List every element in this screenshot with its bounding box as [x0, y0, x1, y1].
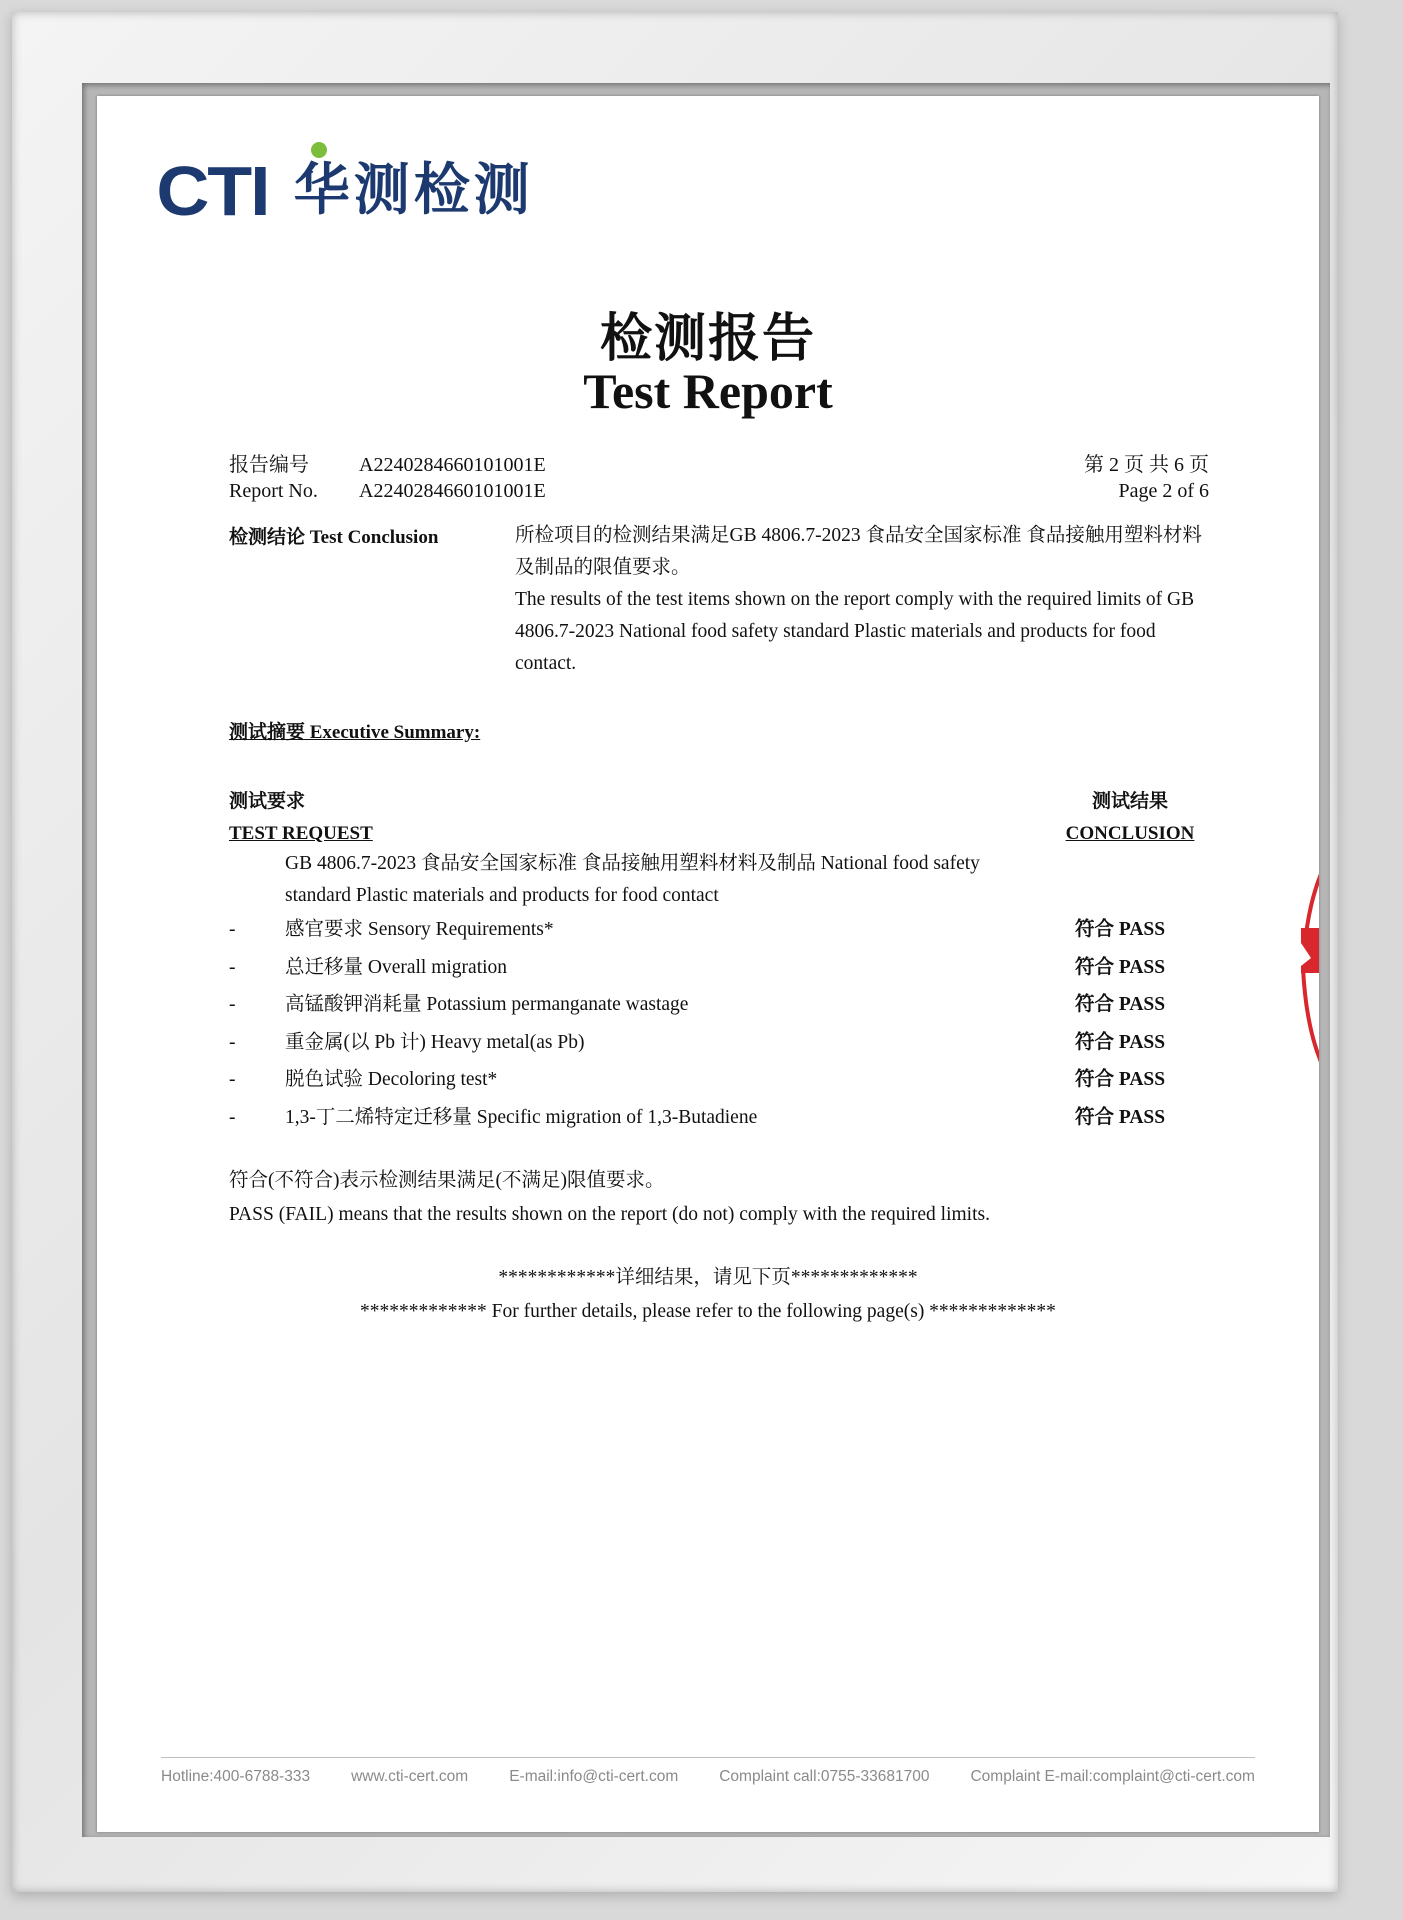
test-items-list — [229, 915, 1209, 1140]
list-item — [229, 1028, 1209, 1066]
page-number-en: Page 2 of 6 — [1118, 480, 1209, 502]
list-item — [229, 1103, 1209, 1141]
item-bullet: - — [229, 994, 236, 1015]
item-bullet: - — [229, 1106, 236, 1128]
footer-hotline: Hotline:400-6788-333 — [161, 1768, 311, 1785]
pass-fail-note — [229, 1164, 990, 1232]
list-item — [229, 915, 1209, 953]
item-result: 符合 PASS — [1075, 956, 1166, 978]
item-name: 总迁移量 Overall migration — [285, 956, 508, 978]
red-seal-stamp-fragment — [1297, 848, 1319, 1088]
further-details-cn: ************详细结果，请见下页************* — [498, 1267, 918, 1288]
page-number-block — [1084, 452, 1209, 504]
conclusion-text — [515, 520, 1205, 680]
list-item — [229, 990, 1209, 1028]
conclusion-label: 检测结论 Test Conclusion — [229, 527, 439, 548]
footer-complaint-email: Complaint E-mail:complaint@cti-cert.com — [970, 1768, 1255, 1785]
logo-chinese-name: 华测检测 — [293, 158, 534, 223]
pass-fail-note-en: PASS (FAIL) means that the results shown on the report (do not) comply with the required limits. — [229, 1204, 990, 1225]
test-request-header-en: TEST REQUEST — [229, 823, 373, 844]
item-result: 符合 PASS — [1075, 919, 1166, 940]
test-request-header — [229, 786, 373, 850]
list-item — [229, 1065, 1209, 1103]
report-number-block — [229, 452, 546, 504]
item-name: 感官要求 Sensory Requirements* — [285, 919, 554, 940]
conclusion-text-cn: 所检项目的检测结果满足GB 4806.7-2023 食品安全国家标准 食品接触用塑料材料及制品的限值要求。 — [515, 525, 1202, 578]
item-name: 重金属(以 Pb 计) Heavy metal(as Pb) — [285, 1031, 585, 1053]
test-request-header-cn: 测试要求 — [229, 791, 306, 812]
pass-fail-note-cn: 符合(不符合)表示检测结果满足(不满足)限值要求。 — [229, 1170, 665, 1191]
footer-complaint-call: Complaint call:0755-33681700 — [719, 1768, 930, 1785]
conclusion-header-cn: 测试结果 — [1091, 791, 1168, 812]
footer-email: E-mail:info@cti-cert.com — [509, 1768, 679, 1785]
item-name: 1,3-丁二烯特定迁移量 Specific migration of 1,3-Butadiene — [285, 1106, 758, 1128]
conclusion-header — [1057, 786, 1203, 850]
conclusion-text-en: The results of the test items shown on the report comply with the required limits of GB 4806.7-2023 National food safety standard Plastic materials and products for food contact. — [515, 589, 1195, 674]
further-details-notice — [97, 1261, 1319, 1329]
standard-description: GB 4806.7-2023 食品安全国家标准 食品接触用塑料材料及制品 National food safety standard Plastic materials and products for food contact — [285, 853, 980, 906]
item-bullet: - — [229, 956, 236, 978]
report-no-label-en: Report No. — [229, 480, 318, 502]
title-chinese: 检测报告 — [599, 308, 816, 369]
item-bullet: - — [229, 1031, 236, 1053]
executive-summary-heading: 测试摘要 Executive Summary: — [229, 722, 481, 743]
page-number-cn: 第 2 页 共 6 页 — [1084, 454, 1209, 476]
logo-mark: CTI — [156, 152, 269, 230]
report-page — [97, 96, 1319, 1832]
footer-divider — [161, 1757, 1255, 1758]
item-result: 符合 PASS — [1075, 994, 1166, 1015]
report-no-value-en: A2240284660101001E — [359, 480, 546, 502]
footer-website: www.cti-cert.com — [351, 1768, 469, 1785]
report-no-value-cn: A2240284660101001E — [359, 454, 546, 476]
cti-logo — [156, 146, 534, 236]
item-result: 符合 PASS — [1075, 1106, 1166, 1128]
item-result: 符合 PASS — [1075, 1031, 1166, 1053]
item-bullet: - — [229, 1069, 236, 1090]
report-no-label-cn: 报告编号 — [229, 454, 309, 476]
further-details-en: ************* For further details, please refer to the following page(s) ************* — [360, 1301, 1056, 1322]
item-result: 符合 PASS — [1075, 1069, 1166, 1090]
list-item — [229, 953, 1209, 991]
item-name: 脱色试验 Decoloring test* — [285, 1069, 498, 1090]
conclusion-header-en: CONCLUSION — [1065, 823, 1195, 844]
title-english: Test Report — [583, 363, 833, 419]
item-name: 高锰酸钾消耗量 Potassium permanganate wastage — [285, 994, 689, 1015]
footer-contacts — [161, 1768, 1255, 1786]
item-bullet: - — [229, 919, 236, 940]
logo-dot — [311, 142, 327, 158]
